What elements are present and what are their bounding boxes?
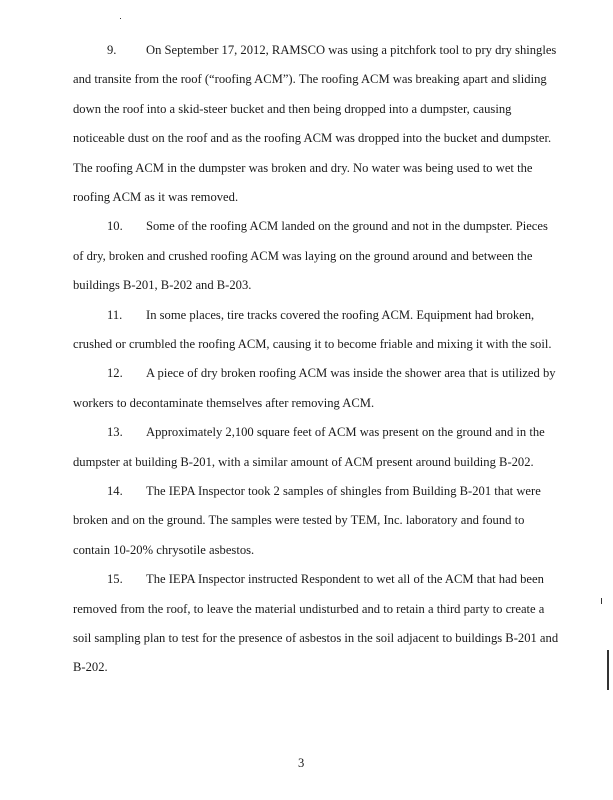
paragraph-line: down the roof into a skid-steer bucket and then being dropped into a dumpster, causing [73, 101, 512, 116]
paragraph-line: contain 10-20% chrysotile asbestos. [73, 542, 255, 557]
paragraph-number: 10. [107, 219, 123, 234]
paragraph-line: Approximately 2,100 square feet of ACM was present on the ground and in the [146, 425, 545, 440]
paragraph-line: The roofing ACM in the dumpster was broken and dry. No water was being used to wet the [73, 160, 533, 175]
paragraph-line: B-202. [73, 660, 108, 675]
paragraph-number: 13. [107, 425, 123, 440]
paragraph-line: removed from the roof, to leave the material undisturbed and to retain a third party to create a [73, 601, 545, 616]
scan-speck [120, 18, 121, 19]
paragraph-line: The IEPA Inspector instructed Respondent to wet all of the ACM that had been [146, 572, 544, 587]
scan-speck [601, 598, 602, 604]
paragraph-line: noticeable dust on the roof and as the roofing ACM was dropped into the bucket and dumpster. [73, 131, 552, 146]
paragraph-line: crushed or crumbled the roofing ACM, causing it to become friable and mixing it with the soil. [73, 337, 552, 351]
scan-mark [607, 650, 609, 690]
paragraph-line: A piece of dry broken roofing ACM was inside the shower area that is utilized by [146, 366, 556, 381]
paragraph-number: 9. [107, 43, 117, 57]
paragraph-line: The IEPA Inspector took 2 samples of shingles from Building B-201 that were [146, 484, 541, 498]
paragraph-line: In some places, tire tracks covered the roofing ACM. Equipment had broken, [146, 307, 535, 322]
paragraph-line: buildings B-201, B-202 and B-203. [73, 278, 252, 293]
paragraph-line: dumpster at building B-201, with a similar amount of ACM present around building B-202. [73, 454, 534, 469]
paragraph-number: 12. [107, 366, 123, 381]
paragraph-line: and transite from the roof (“roofing ACM”). The roofing ACM was breaking apart and sliding [73, 72, 547, 87]
paragraph-line: roofing ACM as it was removed. [73, 190, 239, 204]
paragraph-number: 11. [107, 307, 123, 322]
paragraph-line: On September 17, 2012, RAMSCO was using a pitchfork tool to pry dry shingles [146, 43, 557, 57]
paragraph-number: 15. [107, 572, 123, 587]
paragraph-line: soil sampling plan to test for the presence of asbestos in the soil adjacent to buildings B-201 and [73, 631, 559, 645]
paragraph-line: workers to decontaminate themselves after removing ACM. [73, 395, 375, 410]
paragraph-number: 14. [107, 484, 123, 498]
page-number: 3 [298, 756, 305, 770]
paragraph-line: broken and on the ground. The samples were tested by TEM, Inc. laboratory and found to [73, 513, 525, 528]
paragraph-line: of dry, broken and crushed roofing ACM was laying on the ground around and between the [73, 248, 533, 263]
paragraph-line: Some of the roofing ACM landed on the ground and not in the dumpster. Pieces [146, 219, 548, 234]
